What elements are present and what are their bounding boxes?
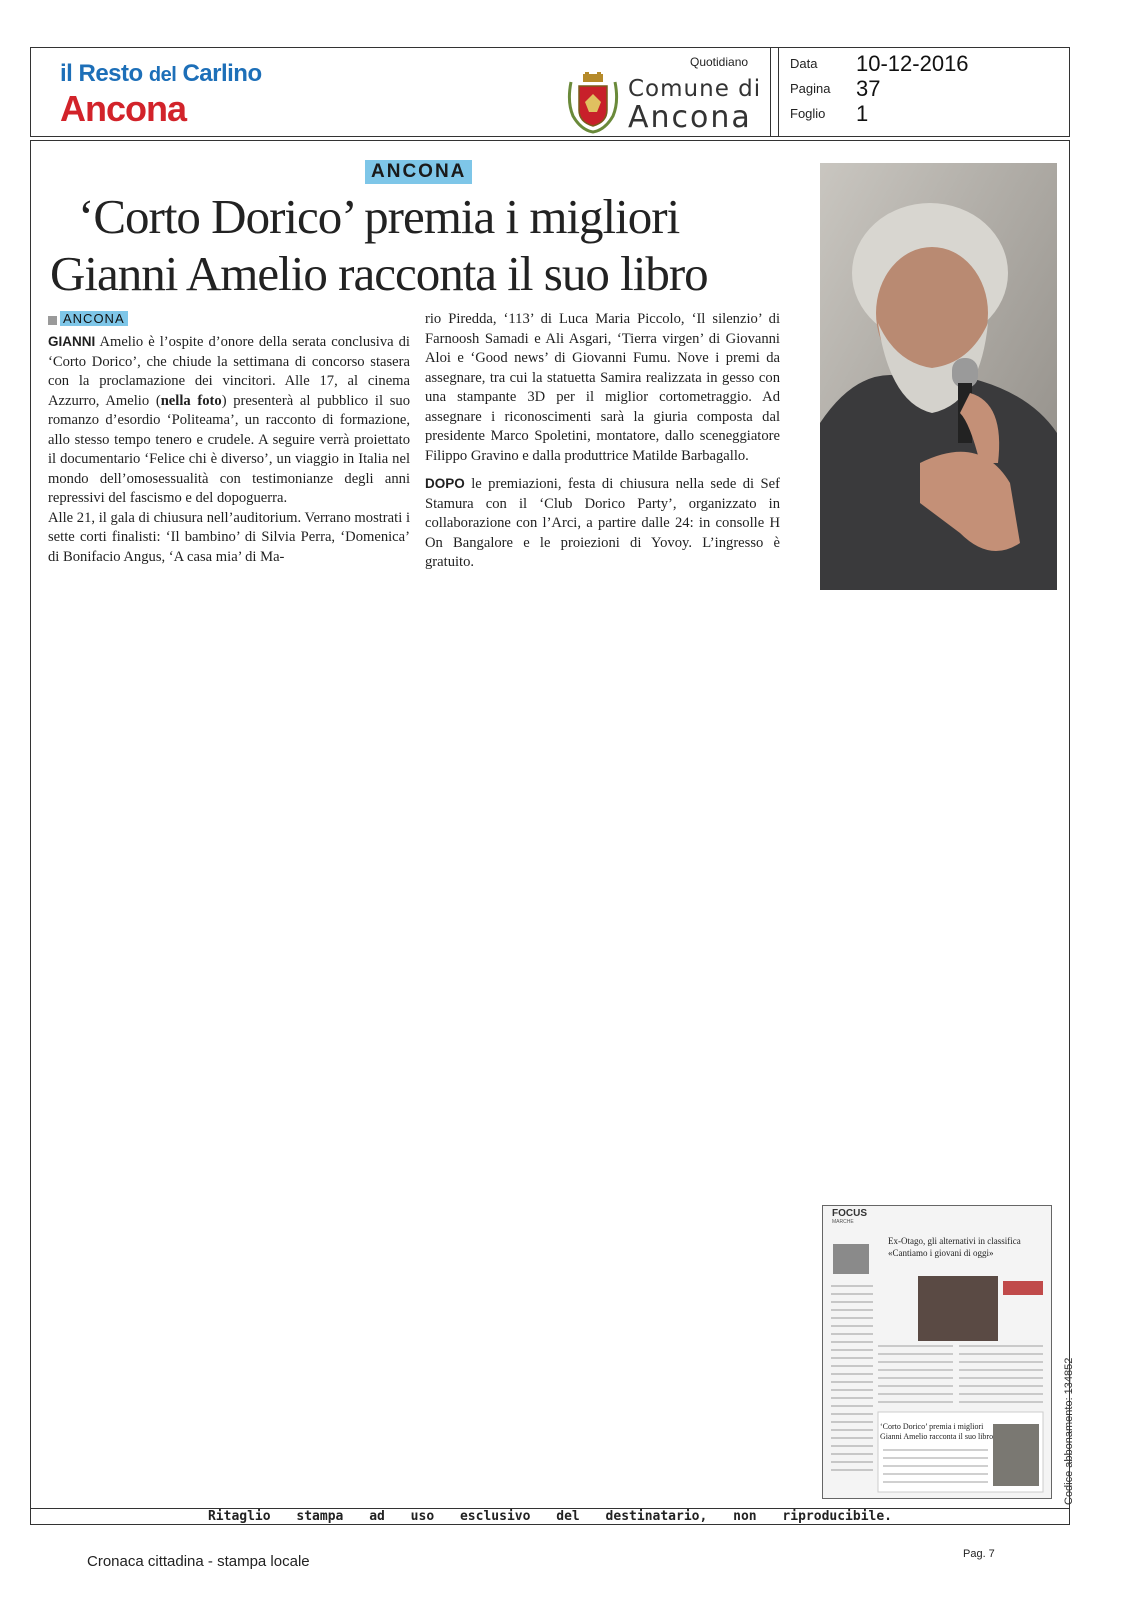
article-paragraph: rio Piredda, ‘113’ di Luca Maria Piccolo, ‘Il silenzio’ di Farnoosh Samadi e Ali Asgari, ‘Tierra virgen’ di Giovanni Aloi e ‘Good news’ di Giovanni Fumu. Nove i premi da assegnare, tra cui la statuetta Samira realizzata in gesso con una stampante 3D per il miglior cortometraggio. Ad assegnare i riconoscimenti sarà la giuria composta dal presidente Marco Spoletini, montatore, dallo sceneggiatore Filippo Gravino e dalla produttrice Matilde Barbagallo.	[425, 311, 780, 464]
thumbnail-headline-1: Ex-Otago, gli alternativi in classifica	[888, 1236, 1021, 1246]
footer-section-label: Cronaca cittadina - stampa locale	[87, 1553, 310, 1570]
footer-page-number: Pag. 7	[963, 1548, 995, 1560]
newspaper-logo-line1: il Resto del Carlino	[60, 60, 262, 87]
clipping-notice: Ritaglio stampa ad uso esclusivo del destinatario, non riproducibile.	[207, 1509, 893, 1524]
paragraph-lead: DOPO	[425, 476, 465, 491]
comune-name: Ancona	[628, 100, 752, 135]
article-column-1	[48, 332, 410, 567]
city-crest-icon	[565, 72, 621, 134]
article-paragraph: DOPO le premiazioni, festa di chiusura nella sede di Sef Stamura con il ‘Club Dorico Party’, organizzato in collaborazione con l’Arci, a partire dalle 24: in consolle H On Bangalore e le proiezioni di Yovoy. L’ingresso è gratuito.	[425, 476, 780, 570]
thumbnail-focus-sub: MARCHE	[832, 1219, 854, 1225]
thumbnail-headline-2: «Cantiamo i giovani di oggi»	[888, 1248, 994, 1258]
paragraph-lead: GIANNI	[48, 334, 96, 349]
meta-label-data: Data	[790, 56, 818, 71]
portrait-photo-icon	[820, 163, 1057, 590]
newspaper-logo-edition: Ancona	[60, 88, 187, 129]
meta-value-pagina: 37	[856, 76, 881, 101]
article-column-2	[425, 310, 780, 573]
meta-label-foglio: Foglio	[790, 106, 826, 121]
thumbnail-headline-3: ‘Corto Dorico’ premia i migliori	[880, 1422, 984, 1431]
meta-label-pagina: Pagina	[790, 81, 831, 96]
thumbnail-focus-label: FOCUS	[832, 1208, 867, 1219]
article-headline-line1: ‘Corto Dorico’ premia i migliori	[78, 189, 680, 244]
meta-value-foglio: 1	[856, 101, 869, 126]
article-dateline: ANCONA	[60, 311, 128, 326]
article-paragraph: Alle 21, il gala di chiusura nell’auditorium. Verrano mostrati i sette corti finalisti: ‘Il bambino’ di Silvia Perra, ‘Domenica’ di Bonifacio Angus, ‘A casa mia’ di Ma-	[48, 509, 410, 565]
publication-type: Quotidiano	[690, 55, 749, 69]
meta-value-data: 10-12-2016	[856, 51, 969, 76]
header-divider	[770, 47, 771, 137]
thumbnail-headline-4: Gianni Amelio racconta il suo libro	[880, 1432, 994, 1441]
dateline-marker	[48, 316, 57, 325]
comune-label: Comune di	[628, 76, 762, 102]
article-paragraph: GIANNI Amelio è l’ospite d’onore della serata conclusiva di ‘Corto Dorico’, che chiude la settimana di concorso stasera con la proclamazione dei vincitori. Alle 17, al cinema Azzurro, Amelio (nella foto) presenterà al pubblico il suo romanzo d’esordio ‘Politeama’, un racconto di formazione, allo stesso tempo tenero e crudele. A seguire verrà proiettato il documentario ‘Felice chi è diverso’, un viaggio in Italia nel mondo dell’omosessualità con testimonianze degli anni repressivi del fascismo e del dopoguerra.	[48, 334, 410, 506]
article-headline-line2: Gianni Amelio racconta il suo libro	[50, 246, 708, 301]
subscription-code: Codice abbonamento: 134852	[1063, 1357, 1075, 1505]
article-photo	[820, 163, 1057, 590]
article-kicker: ANCONA	[365, 160, 472, 184]
